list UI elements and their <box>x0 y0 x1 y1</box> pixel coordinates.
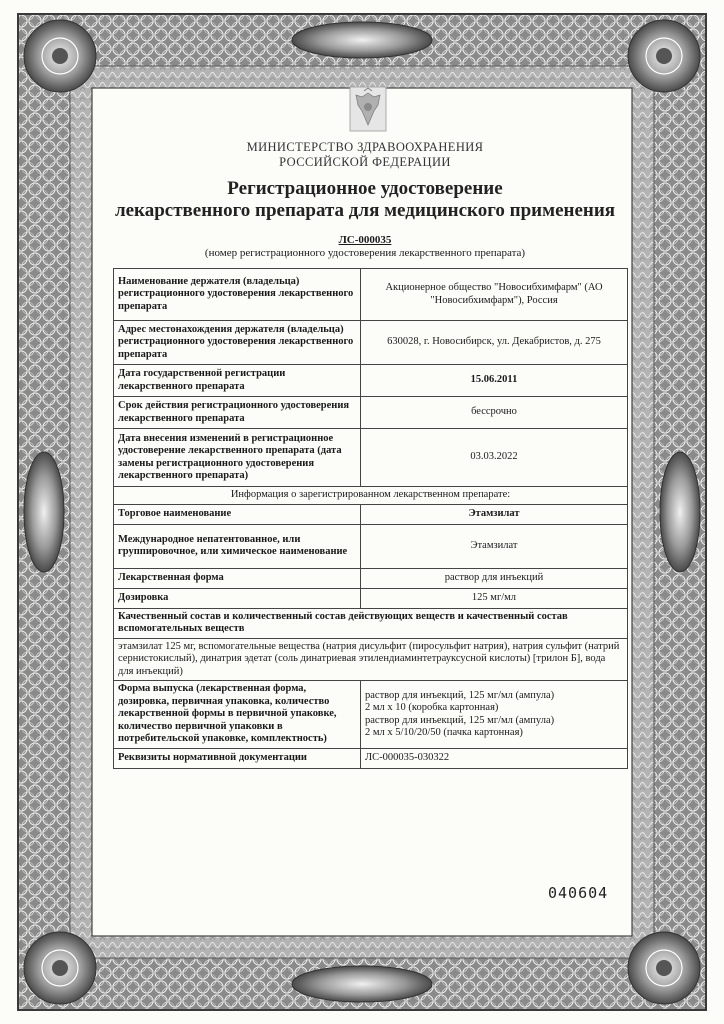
validity-label: Срок действия регистрационного удостоверения лекарственного препарата <box>114 397 361 429</box>
composition-value: этамзилат 125 мг, вспомогательные вещества (натрия дисульфит (пиросульфит натрия), натрия сульфит (натрий сернистокислый), динатрия эдетат (соль динатриевая этилендиаминтетрауксусной кислоты) [трилон Б], вода для инъекций) <box>114 638 628 681</box>
coat-of-arms-icon <box>348 85 388 133</box>
certificate-number-caption: (номер регистрационного удостоверения лекарственного препарата) <box>204 247 526 259</box>
certificate-number: ЛС-000035 <box>338 234 392 246</box>
ministry-line-1: МИНИСТЕРСТВО ЗДРАВООХРАНЕНИЯ <box>246 140 484 154</box>
table-row <box>114 638 628 681</box>
table-row <box>114 269 628 321</box>
table-row <box>114 588 628 608</box>
address-value: 630028, г. Новосибирск, ул. Декабристов, д. 275 <box>361 321 628 365</box>
table-row <box>114 365 628 397</box>
release-line-4: 2 мл х 5/10/20/50 (пачка картонная) <box>365 727 523 738</box>
form-label: Лекарственная форма <box>114 568 361 588</box>
trade-name-value: Этамзилат <box>361 504 628 524</box>
title-line-1: Регистрационное удостоверение <box>227 178 503 199</box>
table-row <box>114 397 628 429</box>
dosage-value: 125 мг/мл <box>361 588 628 608</box>
table-row <box>114 524 628 568</box>
serial-number: 040604 <box>548 884 609 902</box>
validity-value: бессрочно <box>361 397 628 429</box>
registration-table <box>113 268 628 769</box>
table-row <box>114 608 628 638</box>
change-date-label: Дата внесения изменений в регистрационное удостоверение лекарственного препарата (дата замены регистрационного удостоверения лекарственного препарата) <box>114 429 361 487</box>
title-line-2: лекарственного препарата для медицинского применения <box>114 200 616 221</box>
inn-label: Международное непатентованное, или группировочное, или химическое наименование <box>114 524 361 568</box>
document-title <box>100 178 630 222</box>
table-row <box>114 568 628 588</box>
table-row <box>114 487 628 505</box>
release-line-2: 2 мл х 10 (коробка картонная) <box>365 702 499 713</box>
table-row <box>114 429 628 487</box>
trade-name-label: Торговое наименование <box>114 504 361 524</box>
holder-label: Наименование держателя (владельца) регистрационного удостоверения лекарственного препарата <box>114 269 361 321</box>
ministry-line-2: РОССИЙСКОЙ ФЕДЕРАЦИИ <box>279 155 451 169</box>
release-line-1: раствор для инъекций, 125 мг/мл (ампула) <box>365 689 555 701</box>
release-line-3: раствор для инъекций, 125 мг/мл (ампула) <box>365 714 555 726</box>
ministry-name <box>110 140 620 170</box>
normative-label: Реквизиты нормативной документации <box>114 749 361 769</box>
dosage-label: Дозировка <box>114 588 361 608</box>
form-value: раствор для инъекций <box>361 568 628 588</box>
release-label: Форма выпуска (лекарственная форма, дозировка, первичная упаковка, количество лекарственной формы в первичной упаковке, количество первичной упаковки в потребительской упаковке, комплектность) <box>114 681 361 749</box>
table-row <box>114 681 628 749</box>
reg-date-label: Дата государственной регистрации лекарственного препарата <box>114 365 361 397</box>
inn-value: Этамзилат <box>361 524 628 568</box>
holder-value: Акционерное общество "Новосибхимфарм" (АО "Новосибхимфарм"), Россия <box>361 269 628 321</box>
composition-heading: Качественный состав и количественный состав действующих веществ и качественный состав вспомогательных веществ <box>114 608 628 638</box>
release-value <box>361 681 628 749</box>
normative-value: ЛС-000035-030322 <box>361 749 628 769</box>
change-date-value: 03.03.2022 <box>361 429 628 487</box>
certificate-number-block <box>110 234 620 260</box>
table-row <box>114 504 628 524</box>
info-heading: Информация о зарегистрированном лекарственном препарате: <box>114 487 628 505</box>
address-label: Адрес местонахождения держателя (владельца) регистрационного удостоверения лекарственного препарата <box>114 321 361 365</box>
table-row <box>114 749 628 769</box>
table-row <box>114 321 628 365</box>
reg-date-value: 15.06.2011 <box>361 365 628 397</box>
